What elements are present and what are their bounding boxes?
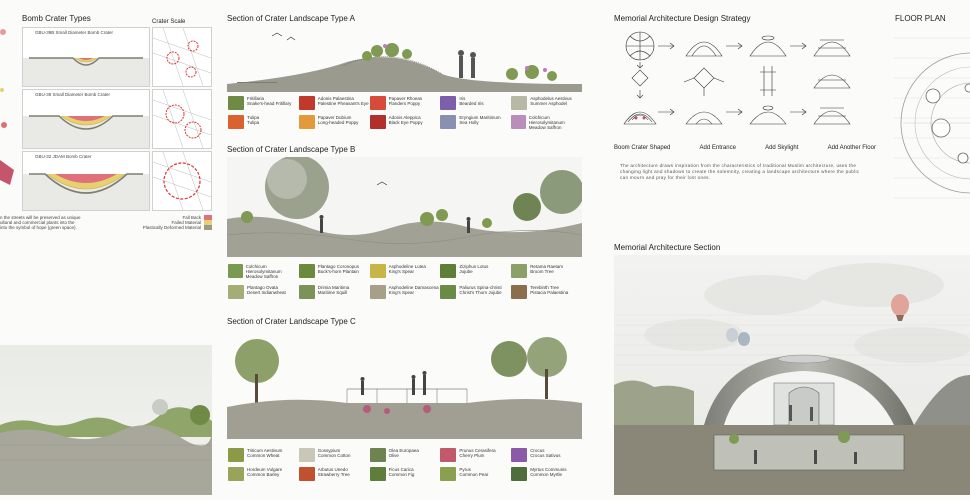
legend-label: Plastically Deformed Material bbox=[142, 225, 201, 230]
plant-latin-name: Crocus bbox=[530, 448, 545, 453]
plant-card bbox=[440, 264, 511, 280]
plant-photo bbox=[440, 264, 456, 278]
plant-photo bbox=[511, 115, 526, 129]
plant-common-name: Palestine Pheasant's Eye bbox=[317, 101, 369, 107]
plant-photo bbox=[370, 285, 386, 299]
plant-photo bbox=[511, 96, 527, 110]
plant-photo bbox=[299, 448, 315, 462]
plant-card bbox=[228, 467, 299, 481]
strategy-step-label: Add Entrance bbox=[699, 145, 736, 151]
plant-common-name: Sea Holly bbox=[459, 120, 479, 126]
plant-latin-name: Drimia Maritima bbox=[317, 284, 350, 290]
plant-photo bbox=[228, 285, 244, 299]
plant-common-name: Olive bbox=[388, 453, 399, 459]
typeC-plant-grid bbox=[228, 448, 582, 481]
plant-common-name: King's Spear bbox=[388, 289, 414, 295]
strategy-title: Memorial Architecture Design Strategy bbox=[614, 14, 751, 23]
plant-card bbox=[511, 467, 582, 481]
plant-latin-name: Terebinth Tree bbox=[530, 284, 559, 290]
plant-card bbox=[440, 448, 511, 462]
plant-card bbox=[228, 448, 299, 462]
typeB-title: Section of Crater Landscape Type B bbox=[227, 145, 356, 154]
plant-photo bbox=[511, 264, 527, 278]
plant-card bbox=[299, 448, 370, 462]
legend-swatch bbox=[204, 225, 212, 230]
plant-common-name: Strawberry Tree bbox=[317, 472, 350, 478]
legend-label: Failed Material bbox=[171, 220, 201, 225]
plant-card bbox=[511, 96, 582, 110]
plant-card bbox=[511, 264, 582, 280]
plant-photo bbox=[440, 285, 456, 299]
plant-latin-name: Tulipa bbox=[247, 115, 260, 120]
note-line: ultural and commercial plants into the bbox=[0, 220, 75, 225]
plant-common-name: Common Barley bbox=[247, 472, 280, 478]
plant-latin-name: Olea Europaea bbox=[388, 448, 419, 453]
plant-common-name: Black Eye Poppy bbox=[388, 120, 423, 126]
crater-type-panel-2 bbox=[22, 89, 150, 149]
crater-scale-map-1 bbox=[153, 28, 211, 86]
plant-latin-name: Colchicum Hierosolymitanum bbox=[245, 264, 282, 275]
crater-legend bbox=[120, 215, 212, 230]
typeC-section-drawing bbox=[227, 329, 582, 439]
plant-common-name: Summer Asphodel bbox=[530, 101, 567, 107]
crater-diagram-3 bbox=[23, 152, 149, 210]
plant-latin-name: Retama Raetam bbox=[530, 264, 563, 269]
plant-common-name: Christ's Thorn Jujube bbox=[459, 289, 502, 295]
plant-latin-name: Triticum Aestivum bbox=[247, 448, 283, 453]
plant-photo bbox=[440, 96, 456, 110]
plant-photo bbox=[440, 467, 456, 481]
plant-common-name: Jujube bbox=[459, 269, 473, 275]
plant-photo bbox=[440, 448, 456, 462]
plant-photo bbox=[511, 285, 527, 299]
plant-photo bbox=[228, 448, 244, 462]
plant-card bbox=[370, 264, 441, 280]
plant-common-name: Flanders Poppy bbox=[388, 101, 421, 107]
plant-common-name: Snake's-head Fritillary bbox=[247, 101, 292, 107]
plant-card bbox=[299, 264, 370, 280]
plant-common-name: Common Wheat bbox=[247, 453, 280, 459]
plant-card bbox=[370, 285, 441, 299]
note-line: into the symbol of hope (green space). bbox=[0, 225, 77, 230]
plant-common-name: Common Myrtle bbox=[530, 472, 562, 478]
plant-photo bbox=[228, 115, 244, 129]
plant-card bbox=[440, 467, 511, 481]
plant-latin-name: Plantago Ovata bbox=[247, 284, 279, 290]
plant-card bbox=[511, 115, 582, 131]
strategy-diagram bbox=[614, 26, 876, 144]
plant-card bbox=[299, 115, 370, 131]
plant-card bbox=[370, 448, 441, 462]
crater-type-label: GBU-39 Small Diameter Bomb Crater bbox=[35, 92, 111, 97]
plant-photo bbox=[511, 448, 527, 462]
strategy-step-label: Add Skylight bbox=[765, 145, 799, 151]
plant-photo bbox=[299, 115, 315, 129]
plant-card bbox=[440, 96, 511, 110]
plant-latin-name: Asphodelus Aestivus bbox=[530, 96, 572, 101]
crater-diagram-1 bbox=[23, 28, 149, 86]
plant-card bbox=[299, 285, 370, 299]
crater-type-label: GBU-32 JDAM Bomb Crater bbox=[35, 154, 92, 159]
plant-latin-name: Plantago Coronopus bbox=[317, 264, 359, 269]
plant-latin-name: Eryngium Maritimum bbox=[459, 115, 501, 120]
plant-card bbox=[370, 96, 441, 110]
plant-common-name: Pistacia Palaestina bbox=[530, 289, 569, 295]
legend-item bbox=[120, 225, 212, 230]
typeA-plant-grid bbox=[228, 96, 582, 131]
crater-scale-map-2 bbox=[153, 90, 211, 148]
edge-fragments bbox=[0, 20, 18, 200]
plant-latin-name: Papaver Dubium bbox=[317, 115, 352, 120]
plant-common-name: Buck's-horn Plantain bbox=[317, 269, 359, 275]
strategy-steps bbox=[614, 145, 876, 151]
plant-card bbox=[370, 115, 441, 131]
typeC-title: Section of Crater Landscape Type C bbox=[227, 317, 356, 326]
plant-common-name: Cherry Plum bbox=[459, 453, 485, 459]
left-title: Bomb Crater Types bbox=[22, 14, 91, 23]
plant-latin-name: Papaver Rhoeas bbox=[388, 96, 423, 101]
plant-photo bbox=[299, 467, 315, 481]
plant-latin-name: Asphodeline Lutea bbox=[388, 264, 426, 269]
plant-card bbox=[370, 467, 441, 481]
plant-photo bbox=[228, 96, 244, 110]
crater-type-panel-1 bbox=[22, 27, 150, 87]
plant-card bbox=[228, 96, 299, 110]
plant-photo bbox=[370, 264, 386, 278]
legend-label: Fall Back bbox=[182, 215, 201, 220]
plant-photo bbox=[370, 96, 386, 110]
architecture-section-drawing bbox=[614, 255, 970, 495]
typeA-title: Section of Crater Landscape Type A bbox=[227, 14, 355, 23]
plant-latin-name: Asphodeline Damascena bbox=[388, 284, 439, 290]
strategy-description: The architecture draws inspiration from the characteristics of traditional Muslim architecture, uses the changing light and shadows to create the solemnity, creating a landscape architecture where the public can mourn and pray for their lost ones. bbox=[620, 163, 860, 180]
plant-card bbox=[440, 285, 511, 299]
crater-type-label: GBU-39B Small Diameter Bomb Crater bbox=[35, 30, 114, 35]
plant-photo bbox=[370, 467, 386, 481]
plant-common-name: Maritime Squill bbox=[317, 289, 348, 295]
plant-common-name: Common Pear bbox=[459, 472, 489, 478]
crater-diagram-2 bbox=[23, 90, 149, 148]
left-note bbox=[0, 215, 110, 230]
plant-latin-name: Ziziphus Lotus bbox=[459, 264, 489, 269]
floorplan-title: FLOOR PLAN bbox=[895, 14, 946, 23]
note-line: n the streets will be preserved as unique bbox=[0, 215, 81, 220]
plant-latin-name: Myrtus Communis bbox=[530, 467, 567, 472]
plant-common-name: King's Spear bbox=[388, 269, 414, 275]
plant-common-name: Common Fig bbox=[388, 472, 415, 478]
crater-scale-title: Crater Scale bbox=[152, 19, 186, 25]
plant-latin-name: Gossypium bbox=[317, 448, 341, 453]
plant-photo bbox=[228, 264, 243, 278]
plant-photo bbox=[228, 467, 244, 481]
plant-latin-name: Arbutus Unedo bbox=[317, 467, 348, 472]
plant-photo bbox=[299, 264, 315, 278]
floorplan-drawing bbox=[893, 28, 970, 208]
plant-card bbox=[228, 115, 299, 131]
plant-card bbox=[511, 448, 582, 462]
plant-common-name: Broom Tree bbox=[530, 269, 554, 275]
plant-common-name: Crocus Sativus bbox=[530, 453, 561, 459]
plant-latin-name: Hordeum Vulgare bbox=[247, 467, 283, 472]
plant-common-name: Common Cotton bbox=[317, 453, 351, 459]
plant-photo bbox=[370, 115, 386, 129]
plant-common-name: Meadow Saffron bbox=[245, 274, 279, 280]
plant-latin-name: Prunus Cerasifera bbox=[459, 448, 496, 453]
crater-scale-map-3 bbox=[153, 152, 211, 210]
plant-card bbox=[511, 285, 582, 299]
crater-scale-panel-2 bbox=[152, 89, 212, 149]
strategy-step-label: Add Another Floor bbox=[827, 145, 876, 151]
plant-photo bbox=[511, 467, 527, 481]
plant-latin-name: Fritillaria bbox=[247, 96, 265, 101]
plant-photo bbox=[299, 285, 315, 299]
plant-latin-name: Colchicum Hierosolymitanum bbox=[528, 115, 565, 126]
plant-latin-name: Adonis Aleppica bbox=[388, 115, 421, 120]
plant-photo bbox=[299, 96, 315, 110]
plant-photo bbox=[440, 115, 456, 129]
plant-latin-name: Pyrus bbox=[459, 467, 471, 472]
typeB-section-drawing bbox=[227, 157, 582, 257]
plant-photo bbox=[370, 448, 386, 462]
plant-common-name: Long-headed Poppy bbox=[317, 120, 359, 126]
left-landscape-image bbox=[0, 345, 212, 495]
plant-latin-name: Iris bbox=[459, 96, 466, 101]
plant-card bbox=[299, 467, 370, 481]
plant-card bbox=[228, 285, 299, 299]
plant-common-name: Desert Indianwheat bbox=[247, 289, 286, 295]
section-title: Memorial Architecture Section bbox=[614, 243, 721, 252]
plant-common-name: Meadow Saffron bbox=[528, 125, 562, 131]
typeB-plant-grid bbox=[228, 264, 582, 299]
crater-scale-panel-3 bbox=[152, 151, 212, 211]
plant-common-name: Bearded Iris bbox=[459, 101, 484, 107]
plant-card bbox=[440, 115, 511, 131]
crater-type-panel-3 bbox=[22, 151, 150, 211]
crater-scale-panel-1 bbox=[152, 27, 212, 87]
plant-latin-name: Paliurus Spina-christi bbox=[459, 284, 502, 290]
typeA-section-drawing bbox=[227, 26, 582, 92]
plant-card bbox=[299, 96, 370, 110]
plant-common-name: Tulipa bbox=[247, 120, 260, 126]
plant-latin-name: Ficus Carica bbox=[388, 467, 414, 472]
plant-latin-name: Adonis Palaestina bbox=[317, 96, 354, 101]
plant-card bbox=[228, 264, 299, 280]
strategy-step-label: Boom Crater Shaped bbox=[614, 145, 671, 151]
